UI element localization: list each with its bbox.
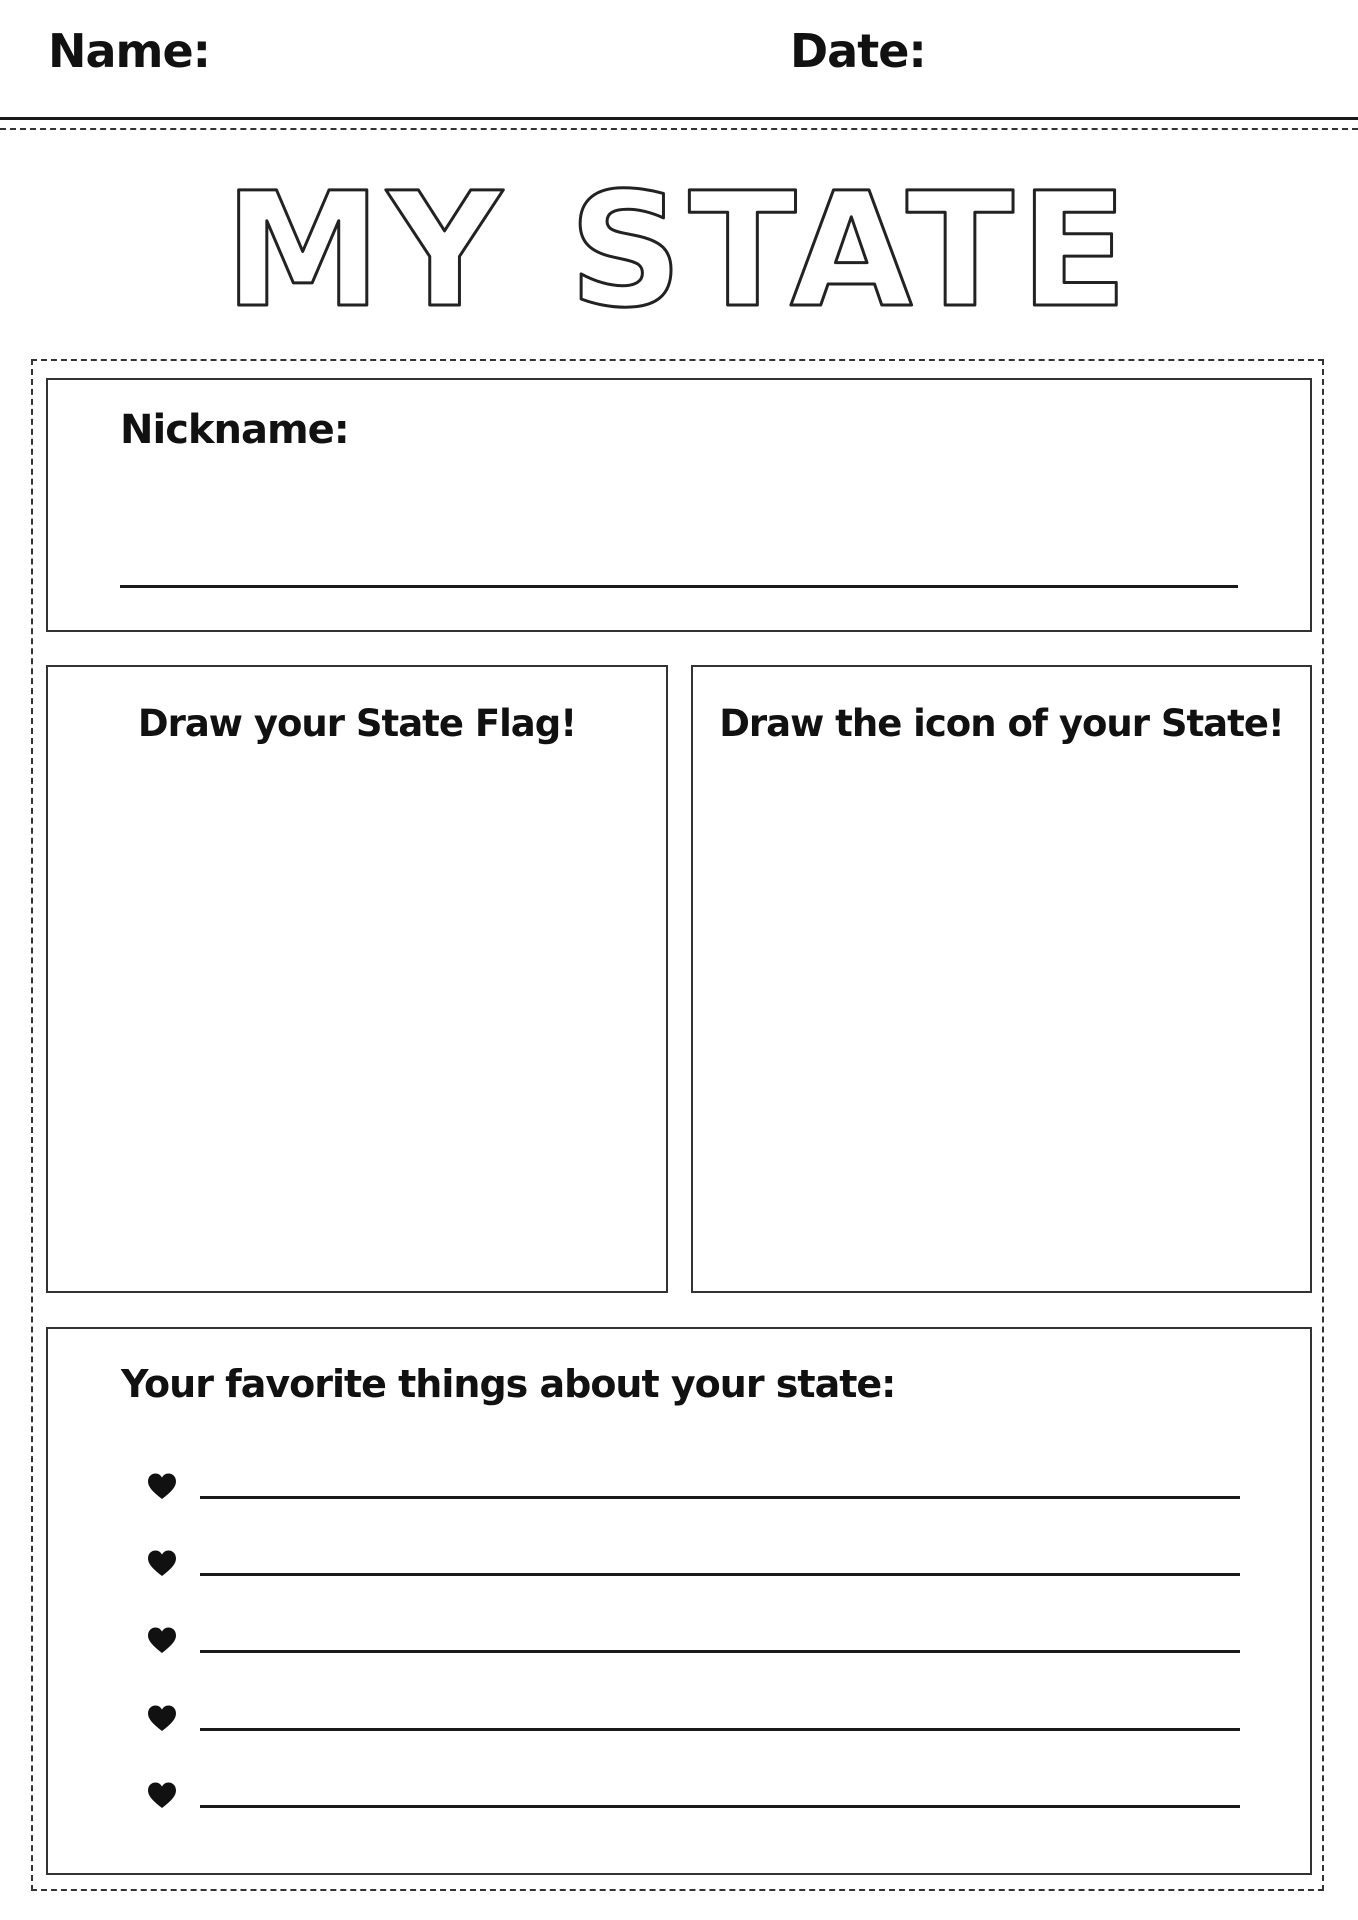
page-title <box>0 160 1358 330</box>
heart-icon <box>147 1549 177 1579</box>
favorite-writing-line[interactable] <box>200 1496 1240 1499</box>
heart-icon <box>147 1781 177 1811</box>
heart-icon <box>147 1472 177 1502</box>
heart-icon <box>147 1704 177 1734</box>
favorite-writing-line[interactable] <box>200 1573 1240 1576</box>
favorite-writing-line[interactable] <box>200 1650 1240 1653</box>
list-item <box>48 1472 1310 1512</box>
header-divider <box>0 117 1358 120</box>
list-item <box>48 1626 1310 1666</box>
list-item <box>48 1781 1310 1821</box>
heart-icon <box>147 1626 177 1656</box>
favorite-writing-line[interactable] <box>200 1728 1240 1731</box>
state-icon-drawing-box[interactable] <box>691 665 1312 1293</box>
date-label: Date: <box>790 24 926 78</box>
nickname-writing-line[interactable] <box>120 585 1238 588</box>
header-dashed-divider <box>0 128 1358 130</box>
name-label: Name: <box>48 24 211 78</box>
nickname-label: Nickname: <box>120 407 349 453</box>
list-item <box>48 1704 1310 1744</box>
favorite-writing-line[interactable] <box>200 1805 1240 1808</box>
state-icon-prompt: Draw the icon of your State! <box>719 702 1284 745</box>
page-title-text: MY STATE <box>224 160 1134 330</box>
nickname-box <box>46 378 1312 632</box>
favorite-things-box <box>46 1327 1312 1875</box>
state-flag-prompt: Draw your State Flag! <box>137 702 577 745</box>
state-flag-drawing-box[interactable] <box>46 665 668 1293</box>
favorite-things-label: Your favorite things about your state: <box>121 1362 896 1406</box>
list-item <box>48 1549 1310 1589</box>
